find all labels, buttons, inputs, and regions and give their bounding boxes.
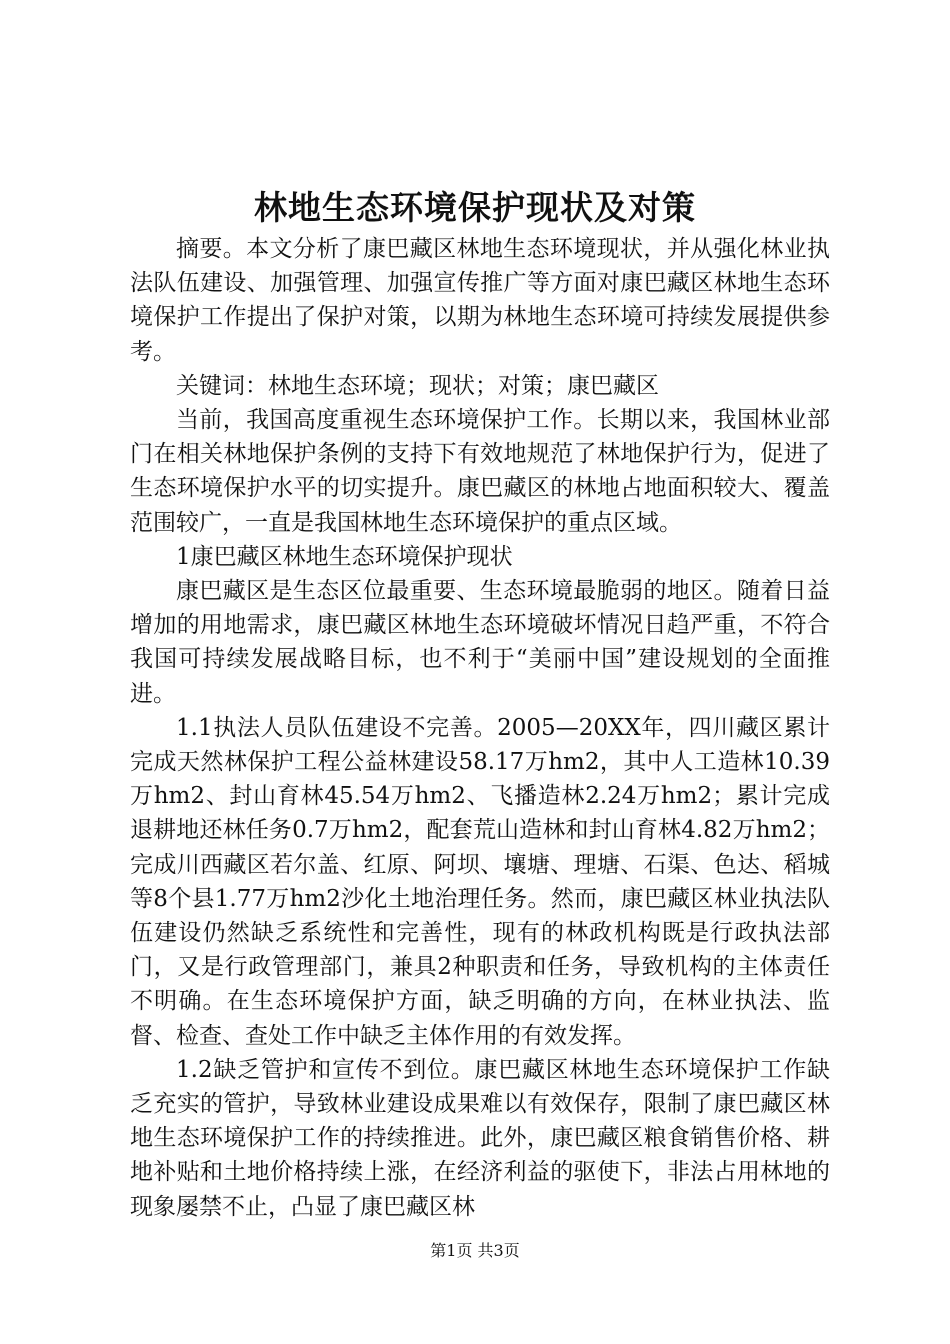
body-paragraph: 1.2缺乏管护和宣传不到位。康巴藏区林地生态环境保护工作缺乏充实的管护，导致林业建设成果难以有效保存，限制了康巴藏区林地生态环境保护工作的持续推进。此外，康巴藏区粮食销售价格、耕地补贴和土地价格持续上涨，在经济利益的驱使下，非法占用林地的现象屡禁不止，凸显了康巴藏区林: [130, 1056, 830, 1220]
document-title: 林地生态环境保护现状及对策: [254, 188, 696, 227]
body-paragraph: 1.1执法人员队伍建设不完善。2005—20XX年，四川藏区累计完成天然林保护工程公益林建设58.17万hm2，其中人工造林10.39万hm2、封山育林45.54万hm2、飞播造林2.24万hm2；累计完成退耕地还林任务0.7万hm2，配套荒山造林和封山育林4.82万hm2；完成川西藏区若尔盖、红原、阿坝、壤塘、理塘、石渠、色达、稻城等8个县1.77万hm2沙化土地治理任务。然而，康巴藏区林业执法队伍建设仍然缺乏系统性和完善性，现有的林政机构既是行政执法部门，又是行政管理部门，兼具2种职责和任务，导致机构的主体责任不明确。在生态环境保护方面，缺乏明确的方向，在林业执法、监督、检查、查处工作中缺乏主体作用的有效发挥。: [130, 714, 830, 1049]
section-heading: 1康巴藏区林地生态环境保护现状: [176, 543, 513, 570]
keywords-paragraph: 关键词：林地生态环境；现状；对策；康巴藏区: [176, 372, 659, 399]
body-paragraph: 康巴藏区是生态区位最重要、生态环境最脆弱的地区。随着日益增加的用地需求，康巴藏区林地生态环境破坏情况日趋严重，不符合我国可持续发展战略目标，也不利于“美丽中国”建设规划的全面推进。: [130, 578, 830, 707]
intro-paragraph: 当前，我国高度重视生态环境保护工作。长期以来，我国林业部门在相关林地保护条例的支持下有效地规范了林地保护行为，促进了生态环境保护水平的切实提升。康巴藏区的林地占地面积较大、覆盖范围较广，一直是我国林地生态环境保护的重点区域。: [130, 407, 830, 536]
abstract-paragraph: 摘要。本文分析了康巴藏区林地生态环境现状，并从强化林业执法队伍建设、加强管理、加强宣传推广等方面对康巴藏区林地生态环境保护工作提出了保护对策，以期为林地生态环境可持续发展提供参考。: [130, 236, 830, 365]
document-body: [130, 232, 830, 1224]
page-number: 第1页 共3页: [430, 1241, 520, 1260]
